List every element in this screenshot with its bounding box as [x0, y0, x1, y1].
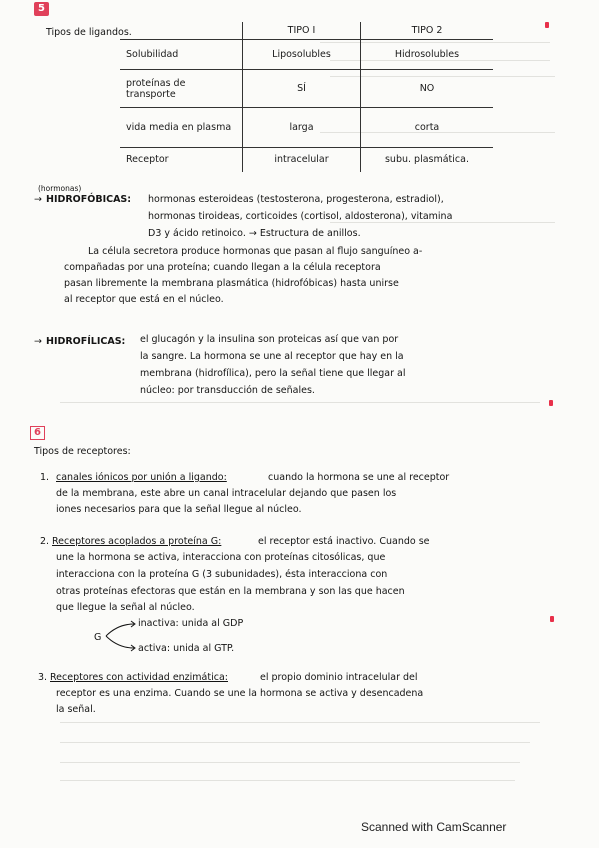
hidrofobicas-line-2: hormonas tiroideas, corticoides (cortisol, aldosterona), vitamina: [148, 211, 453, 222]
receptor-item-head: Receptores con actividad enzimática:: [50, 672, 228, 683]
paragraph-line: núcleo: por transducción de señales.: [140, 385, 315, 396]
column-header-tipo-2: TIPO 2: [361, 22, 494, 40]
paragraph-line: el glucagón y la insulina son proteicas así que van por: [140, 334, 399, 345]
receptor-item-line: receptor es una enzima. Cuando se une la hormona se activa y desencadena: [56, 688, 424, 699]
table-cell: corta: [361, 108, 494, 148]
table-cell: intracelular: [243, 148, 361, 172]
row-label: Receptor: [120, 148, 243, 172]
hidrofilicas-label: HIDROFÍLICAS:: [46, 336, 126, 347]
arrow-icon: →: [34, 336, 42, 347]
receptor-item-line: la señal.: [56, 704, 96, 715]
receptor-item-number: 2.: [40, 536, 50, 547]
arrow-icon: →: [34, 194, 42, 205]
paragraph-line: al receptor que está en el núcleo.: [64, 294, 224, 305]
g-protein-label: G: [94, 632, 102, 643]
hidrofobicas-line-1: hormonas esteroideas (testosterona, progesterona, estradiol),: [148, 194, 444, 205]
receptor-item-line: interacciona con la proteína G (3 subunidades), ésta interacciona con: [56, 569, 388, 580]
table-cell: larga: [243, 108, 361, 148]
section-6-number: 6: [30, 426, 45, 440]
receptor-item-head: canales iónicos por unión a ligando:: [56, 472, 227, 483]
table-cell: NO: [361, 70, 494, 108]
hidrofilicas-paragraph: [140, 332, 406, 399]
hidrofobicas-paragraph: [64, 244, 422, 308]
paragraph-line: membrana (hidrofílica), pero la señal tiene que llegar al: [140, 368, 406, 379]
g-active-state: activa: unida al GTP.: [138, 643, 235, 654]
receptor-item-line: el propio dominio intracelular del: [260, 672, 418, 683]
hormonas-note: (hormonas): [38, 184, 82, 193]
red-margin-mark: [550, 616, 554, 622]
g-inactive-state: inactiva: unida al GDP: [138, 618, 244, 629]
section-5-number: 5: [34, 2, 49, 16]
receptor-item-line: otras proteínas efectoras que están en la membrana y son las que hacen: [56, 586, 405, 597]
column-header-tipo-1: TIPO I: [243, 22, 361, 40]
receptor-item-head: Receptores acoplados a proteína G:: [52, 536, 222, 547]
receptor-item-number: 1.: [40, 472, 50, 483]
section-5-title: Tipos de ligandos.: [46, 27, 132, 38]
paragraph-line: compañadas por una proteína; cuando llegan a la célula receptora: [64, 262, 381, 273]
receptor-item-line: el receptor está inactivo. Cuando se: [258, 536, 430, 547]
table-cell: Hidrosolubles: [361, 40, 494, 70]
receptor-item-line: cuando la hormona se une al receptor: [268, 472, 450, 483]
receptor-item-number: 3.: [38, 672, 48, 683]
table-cell: subu. plasmática.: [384, 154, 469, 166]
scanner-watermark: Scanned with CamScanner: [361, 820, 507, 834]
table-cell: SÍ: [243, 70, 361, 108]
paragraph-line: pasan libremente la membrana plasmática (hidrofóbicas) hasta unirse: [64, 278, 399, 289]
red-margin-mark: [545, 22, 549, 28]
red-margin-mark: [549, 400, 553, 406]
paragraph-line: La célula secretora produce hormonas que pasan al flujo sanguíneo a-: [88, 246, 423, 257]
receptor-item-line: une la hormona se activa, interacciona con proteínas citosólicas, que: [56, 552, 386, 563]
receptor-item-line: iones necesarios para que la señal llegue al núcleo.: [56, 504, 302, 515]
row-label: Solubilidad: [120, 40, 243, 70]
receptor-item-line: de la membrana, este abre un canal intracelular dejando que pasen los: [56, 488, 397, 499]
section-6-title: Tipos de receptores:: [34, 446, 131, 457]
hidrofobicas-line-3: D3 y ácido retinoico. → Estructura de anillos.: [148, 228, 361, 239]
receptor-item-line: que llegue la señal al núcleo.: [56, 602, 195, 613]
row-label: proteínas de transporte: [120, 70, 243, 108]
table-cell: Liposolubles: [243, 40, 361, 70]
row-label: vida media en plasma: [120, 108, 243, 148]
paragraph-line: la sangre. La hormona se une al receptor que hay en la: [140, 351, 404, 362]
hidrofobicas-label: HIDROFÓBICAS:: [46, 194, 132, 205]
ligand-comparison-table: [120, 22, 493, 172]
